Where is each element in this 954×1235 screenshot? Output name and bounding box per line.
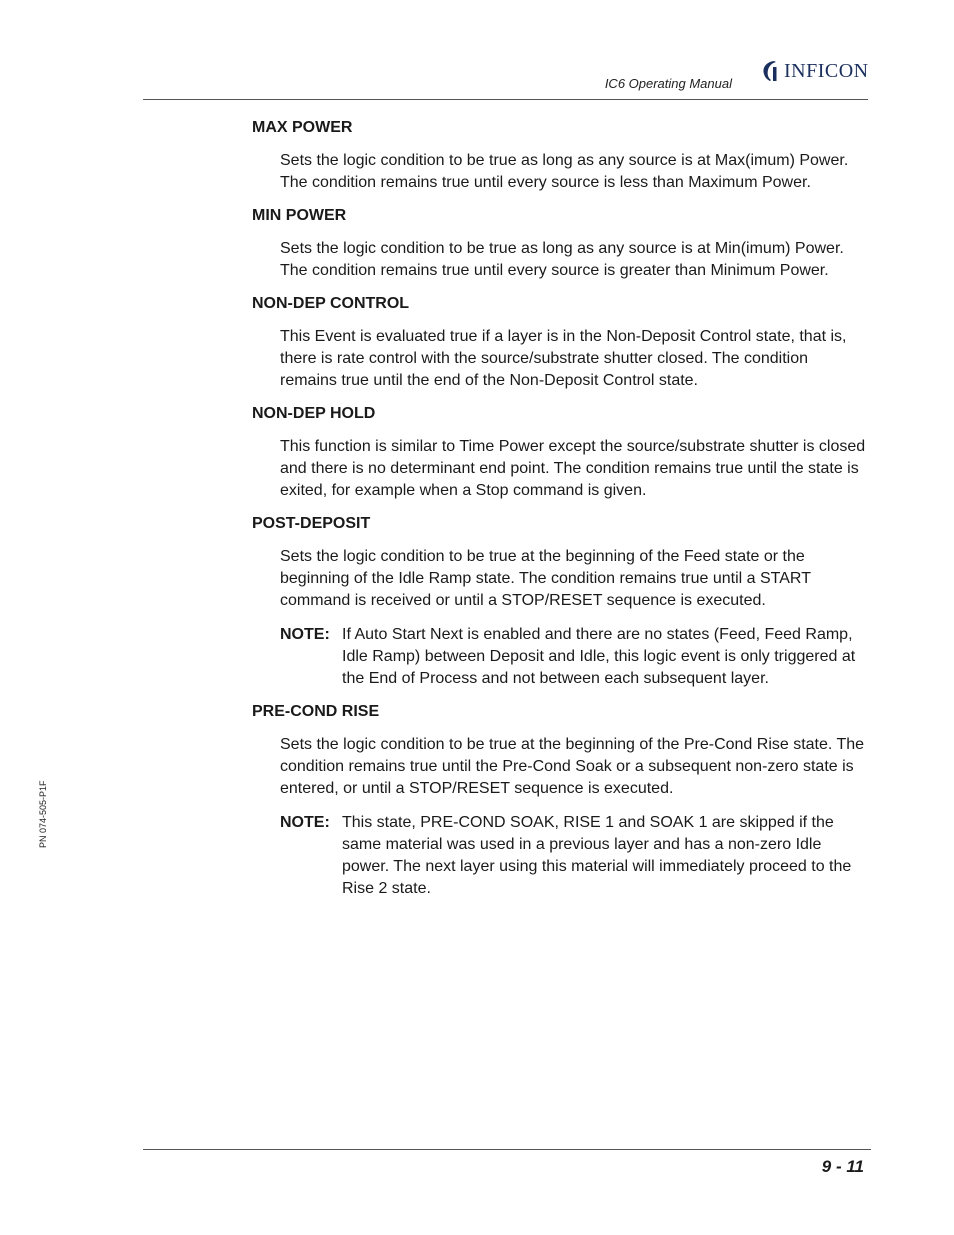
section-body: Sets the logic condition to be true as long as any source is at Min(imum) Power. The condition remains true until every source is greater than Minimum Power. (280, 240, 844, 279)
logo-wordmark: INFICON (784, 59, 869, 82)
inficon-logo (760, 58, 869, 84)
section-body: This function is similar to Time Power except the source/substrate shutter is closed and there is no determinant end point. The condition remains true until the state is exited, for example when a Stop command is given. (280, 438, 866, 499)
page-number: 9 - 11 (821, 1157, 864, 1176)
section-body: Sets the logic condition to be true as long as any source is at Max(imum) Power. The condition remains true until every source is less than Maximum Power. (280, 152, 849, 191)
footer-rule (143, 1149, 871, 1150)
section-pre-cond-rise (252, 702, 872, 900)
note (280, 624, 868, 690)
section-heading: POST-DEPOSIT (252, 515, 371, 532)
section-body: Sets the logic condition to be true at the beginning of the Pre-Cond Rise state. The condition remains true until the Pre-Cond Soak or a subsequent non-zero state is entered, or until a STOP/RESET sequence is executed. (280, 736, 865, 797)
part-number: PN 074-505-P1F (38, 780, 48, 848)
section-min-power (252, 206, 872, 282)
section-body: Sets the logic condition to be true at the beginning of the Feed state or the beginning of the Idle Ramp state. The condition remains true until a START command is received or until a STOP/RESET sequence is executed. (280, 548, 811, 609)
section-non-dep-control (252, 294, 872, 392)
note-label: NOTE: (280, 626, 330, 643)
section-post-deposit (252, 514, 872, 690)
note-label: NOTE: (280, 814, 330, 831)
section-body: This Event is evaluated true if a layer is in the Non-Deposit Control state, that is, there is rate control with the source/substrate shutter closed. The condition remains true until the end of the Non-Deposit Control state. (280, 328, 847, 389)
note-text: If Auto Start Next is enabled and there are no states (Feed, Feed Ramp, Idle Ramp) between Deposit and Idle, this logic event is only triggered at the End of Process and not between each subsequent layer. (342, 626, 856, 687)
note (280, 812, 868, 900)
section-max-power (252, 118, 872, 194)
section-heading: MIN POWER (252, 207, 347, 224)
note-text: This state, PRE-COND SOAK, RISE 1 and SOAK 1 are skipped if the same material was used in a previous layer and has a non-zero Idle power. The next layer using this material will immediately proceed to the Rise 2 state. (342, 814, 852, 897)
manual-title: IC6 Operating Manual (604, 76, 732, 91)
inficon-logo-icon (760, 59, 782, 83)
main-content (252, 118, 872, 912)
section-heading: MAX POWER (252, 119, 353, 136)
section-non-dep-hold (252, 404, 872, 502)
section-heading: NON-DEP CONTROL (252, 295, 410, 312)
header-rule (143, 99, 868, 100)
section-heading: NON-DEP HOLD (252, 405, 376, 422)
section-heading: PRE-COND RISE (252, 703, 380, 720)
